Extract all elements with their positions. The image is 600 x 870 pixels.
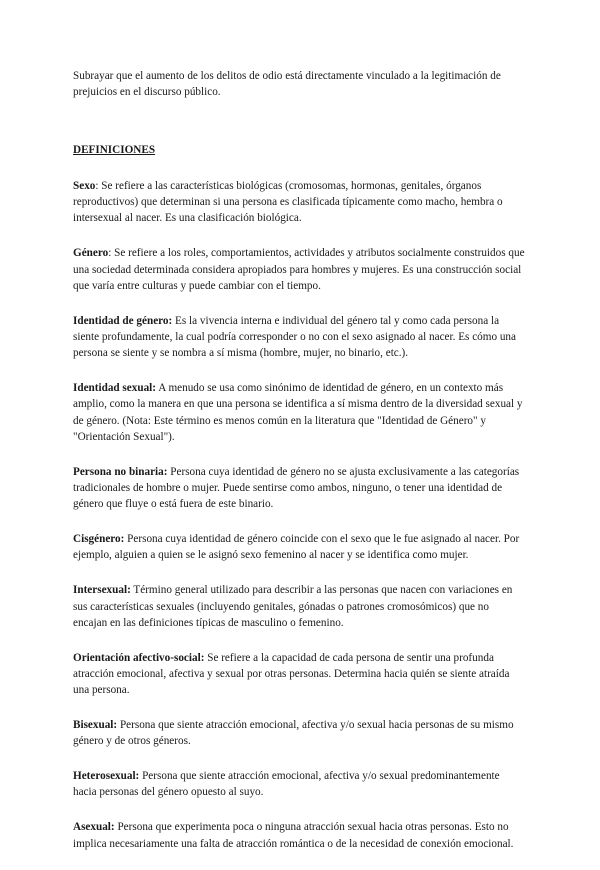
definition-intersexual <box>73 582 525 631</box>
definition-term: Género <box>73 247 109 260</box>
definition-text: Es la vivencia interna e individual del género tal y como cada persona la siente profundamente, la cual podría corresponder o no con el sexo asignado al nacer. Es cómo una persona se siente y se nombra a sí misma (hombre, mujer, no binario, etc.). <box>73 314 516 360</box>
document-page <box>73 68 525 870</box>
definition-persona-no-binaria <box>73 464 525 513</box>
definition-cisgenero <box>73 531 525 564</box>
definition-identidad-sexual <box>73 380 525 445</box>
definition-asexual <box>73 819 525 852</box>
definition-bisexual <box>73 717 525 750</box>
definition-term: Persona no binaria: <box>73 465 168 478</box>
definition-text: Persona cuya identidad de género coincide con el sexo que le fue asignado al nacer. Por ejemplo, alguien a quien se le asignó sexo femenino al nacer y se identifica como mujer. <box>73 533 520 562</box>
definition-term: Bisexual: <box>73 719 118 732</box>
definition-genero <box>73 245 525 294</box>
definition-term: Identidad de género: <box>73 314 173 327</box>
definition-text: A menudo se usa como sinónimo de identidad de género, en un contexto más amplio, como la manera en que una persona se identifica a sí misma dentro de la diversidad sexual y de género. (Nota: Este término es menos común en la literatura que "Identidad de Género" y "Orientación Sexual"). <box>73 382 523 443</box>
definition-term: Intersexual: <box>73 584 131 597</box>
definition-separator: : <box>108 247 115 260</box>
definition-text: Persona que experimenta poca o ninguna atracción sexual hacia otras personas. Esto no implica necesariamente una falta de atracción romántica o de la necesidad de conexión emocional. <box>73 821 514 850</box>
definition-text: Persona cuya identidad de género no se ajusta exclusivamente a las categorías tradicionales de hombre o mujer. Puede sentirse como ambos, ninguno, o tener una identidad de género que fluye o está fuera de este binario. <box>73 465 520 511</box>
definition-term: Orientación afectivo-social: <box>73 651 205 664</box>
definition-text: Término general utilizado para describir a las personas que nacen con variaciones en sus características sexuales (incluyendo genitales, gónadas o patrones cromosómicos) que no encajan en las definiciones típicas de masculino o femenino. <box>73 584 513 629</box>
definition-text: Persona que siente atracción emocional, afectiva y/o sexual predominantemente hacia personas del género opuesto al suyo. <box>73 770 500 799</box>
definition-term: Heterosexual: <box>73 770 140 783</box>
definition-term: Asexual: <box>73 821 115 834</box>
definition-text: Se refiere a los roles, comportamientos, actividades y atributos socialmente construidos que una sociedad determinada considera apropiados para hombres y mujeres. Es una construcción social que varía entre culturas y puede cambiar con el tiempo. <box>73 247 525 292</box>
definitions-heading: DEFINICIONES <box>73 143 156 156</box>
definition-text: Persona que siente atracción emocional, afectiva y/o sexual hacia personas de su mismo género y de otros géneros. <box>73 719 514 748</box>
definition-identidad-de-genero <box>73 313 525 362</box>
definition-heterosexual <box>73 768 525 801</box>
intro-paragraph: Subrayar que el aumento de los delitos de odio está directamente vinculado a la legitimación de prejuicios en el discurso público. <box>73 70 501 99</box>
definition-text: Se refiere a las características biológicas (cromosomas, hormonas, genitales, órganos reproductivos) que determinan si una persona es clasificada típicamente como macho, hembra o intersexual al nacer. Es una clasificación biológica. <box>73 179 503 225</box>
definition-term: Sexo <box>73 179 96 192</box>
definition-sexo <box>73 178 525 227</box>
definition-text: Se refiere a la capacidad de cada persona de sentir una profunda atracción emocional, afectiva y sexual por otras personas. Determina hacia quién se siente atraída una persona. <box>73 651 510 697</box>
definition-orientacion-afectivo-social <box>73 650 525 699</box>
definition-term: Cisgénero: <box>73 533 125 546</box>
definition-separator: : <box>95 179 102 192</box>
definition-term: Identidad sexual: <box>73 382 156 395</box>
